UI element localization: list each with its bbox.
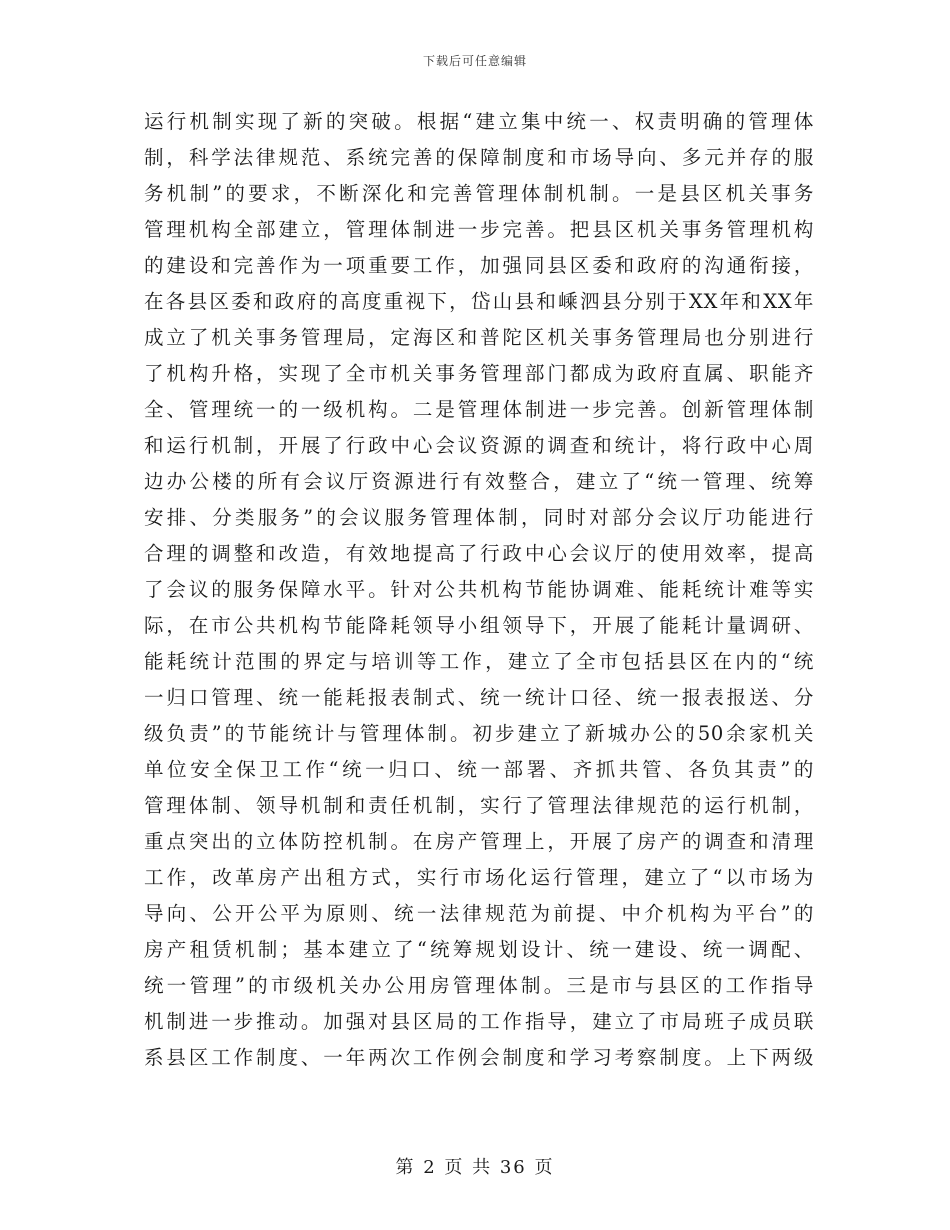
body-line: 一归口管理、统一能耗报表制式、统一统计口径、统一报表报送、分 xyxy=(144,686,814,709)
body-line: 的建设和完善作为一项重要工作，加强同县区委和政府的沟通衔接， xyxy=(144,254,814,277)
body-line: 运行机制实现了新的突破。根据“建立集中统一、权责明确的管理体 xyxy=(144,110,814,133)
document-body xyxy=(144,104,814,1076)
body-line: 成立了机关事务管理局，定海区和普陀区机关事务管理局也分别进行 xyxy=(144,326,814,349)
body-line: 合理的调整和改造，有效地提高了行政中心会议厅的使用效率，提高 xyxy=(144,542,814,565)
page-header-note: 下载后可任意编辑 xyxy=(422,54,527,68)
body-line: 安排、分类服务”的会议服务管理体制，同时对部分会议厅功能进行 xyxy=(144,506,814,529)
body-line: 和运行机制，开展了行政中心会议资源的调查和统计，将行政中心周 xyxy=(144,434,814,457)
body-line: 了会议的服务保障水平。针对公共机构节能协调难、能耗统计难等实 xyxy=(144,578,814,601)
body-line: 房产租赁机制；基本建立了“统筹规划设计、统一建设、统一调配、 xyxy=(144,938,814,961)
page-number-footer: 第 2 页 共 36 页 xyxy=(395,1157,555,1178)
body-line: 重点突出的立体防控机制。在房产管理上，开展了房产的调查和清理 xyxy=(144,830,814,853)
body-line: 制，科学法律规范、系统完善的保障制度和市场导向、多元并存的服 xyxy=(144,146,814,169)
body-line: 能耗统计范围的界定与培训等工作，建立了全市包括县区在内的“统 xyxy=(144,650,814,673)
body-line: 务机制”的要求，不断深化和完善管理体制机制。一是县区机关事务 xyxy=(144,182,814,205)
body-line: 统一管理”的市级机关办公用房管理体制。三是市与县区的工作指导 xyxy=(144,974,814,997)
body-line: 机制进一步推动。加强对县区局的工作指导，建立了市局班子成员联 xyxy=(144,1010,814,1033)
body-line: 工作，改革房产出租方式，实行市场化运行管理，建立了“以市场为 xyxy=(144,866,814,889)
body-line: 在各县区委和政府的高度重视下，岱山县和嵊泗县分别于XX年和XX年 xyxy=(144,290,814,313)
body-line: 管理机构全部建立，管理体制进一步完善。把县区机关事务管理机构 xyxy=(144,218,814,241)
body-line: 导向、公开公平为原则、统一法律规范为前提、中介机构为平台”的 xyxy=(144,902,814,925)
body-line: 了机构升格，实现了全市机关事务管理部门都成为政府直属、职能齐 xyxy=(144,362,814,385)
body-line: 系县区工作制度、一年两次工作例会制度和学习考察制度。上下两级 xyxy=(144,1046,814,1069)
body-line: 边办公楼的所有会议厅资源进行有效整合，建立了“统一管理、统筹 xyxy=(144,470,814,493)
body-line: 际，在市公共机构节能降耗领导小组领导下，开展了能耗计量调研、 xyxy=(144,614,814,637)
body-line: 单位安全保卫工作“统一归口、统一部署、齐抓共管、各负其责”的 xyxy=(144,758,814,781)
body-line: 级负责”的节能统计与管理体制。初步建立了新城办公的50余家机关 xyxy=(144,722,814,745)
body-line: 全、管理统一的一级机构。二是管理体制进一步完善。创新管理体制 xyxy=(144,398,814,421)
body-line: 管理体制、领导机制和责任机制，实行了管理法律规范的运行机制， xyxy=(144,794,814,817)
